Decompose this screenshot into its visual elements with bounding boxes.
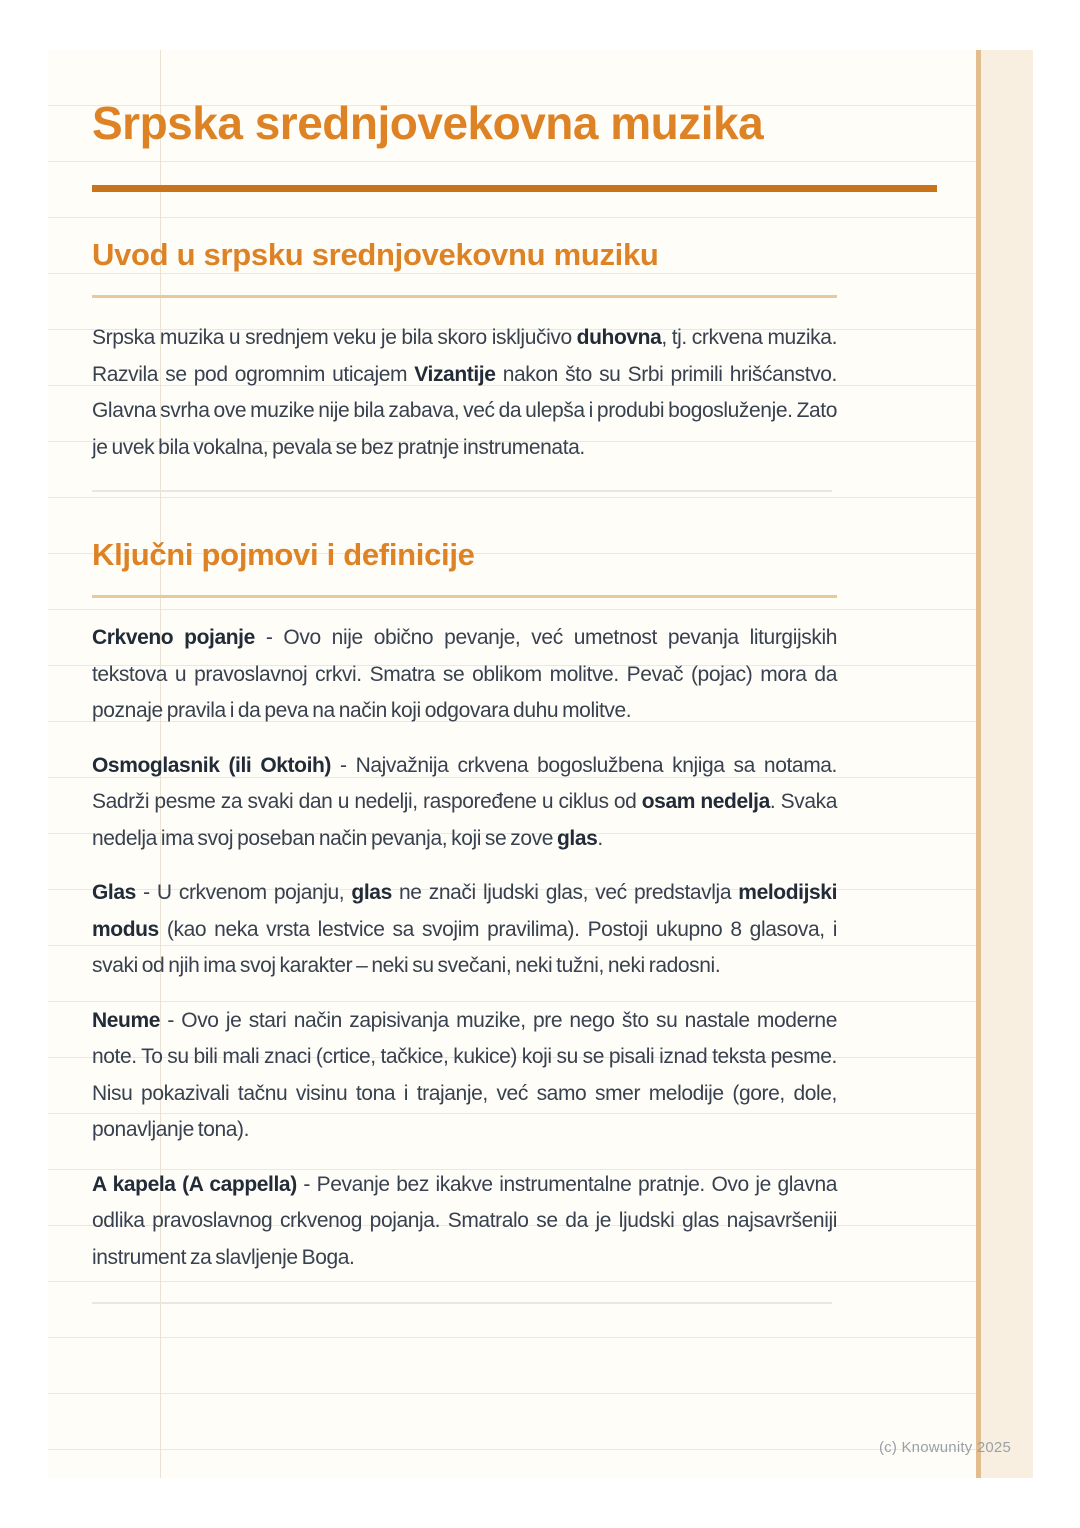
bold-term: osam nedelja	[641, 790, 770, 813]
bold-term: Neume	[92, 1008, 161, 1032]
bold-term: glas	[556, 826, 598, 850]
bold-term: melodijski modus	[92, 881, 838, 941]
text-run: - Ovo nije obično pevanje, već umetnost pevanja liturgijskih tekstova u pravoslavnoj crkvi. Smatra se oblikom molitve. Pevač (pojac) mora da poznaje pravila i da peva na način koji odgovara duhu molitve.	[92, 626, 837, 722]
heading-underline	[92, 595, 837, 598]
section-divider	[92, 1302, 832, 1304]
paragraph-osmoglasnik	[92, 748, 837, 858]
text-run: Srpska muzika u srednjem veku je bila skoro isključivo	[92, 326, 577, 349]
paragraph-neume	[92, 1003, 837, 1149]
section-heading-uvod: Uvod u srpsku srednjovekovnu muziku	[92, 237, 659, 272]
bold-term: A kapela (A cappella)	[92, 1172, 297, 1196]
text-run: - Pevanje bez ikakve instrumentalne pratnje. Ovo je glavna odlika pravoslavnog crkvenog pojanja. Smatralo se da je ljudski glas najsavršeniji instrument za slavljenje Boga.	[92, 1172, 837, 1269]
text-run: , tj. crkvena muzika. Razvila se pod ogromnim uticajem	[92, 326, 837, 386]
heading-underline	[92, 295, 837, 298]
title-rule	[92, 185, 937, 192]
section-pojmovi	[92, 534, 937, 1276]
text-run: nakon što su Srbi primili hrišćanstvo. Glavna svrha ove muzike nije bila zabava, već da ulepša i produbi bogosluženje. Zato je uvek bila vokalna, pevala se bez pratnje instrumenata.	[92, 362, 837, 459]
bold-term: Vizantije	[414, 362, 496, 386]
text-run: ne znači ljudski glas, već predstavlja	[391, 881, 739, 904]
note-page	[48, 50, 1033, 1478]
page-content	[92, 92, 937, 1304]
text-run: . Svaka nedelja ima svoj poseban način pevanja, koji se zove	[92, 790, 838, 850]
bold-term: duhovna	[576, 326, 662, 349]
page-title: Srpska srednjovekovna muzika	[92, 97, 764, 149]
bold-term: Glas	[92, 881, 136, 904]
text-run: - U crkvenom pojanju,	[135, 881, 352, 904]
section-divider	[92, 490, 832, 492]
text-run: .	[597, 826, 603, 850]
bold-term: Osmoglasnik (ili Oktoih)	[92, 753, 332, 777]
footer-credit: (c) Knowunity 2025	[878, 1439, 1011, 1456]
section-uvod	[92, 234, 937, 466]
paragraph-intro	[92, 320, 837, 466]
text-run: (kao neka vrsta lestvice sa svojim pravilima). Postoji ukupno 8 glasova, i svaki od njih ima svoj karakter – neki su svečani, neki tužni, neki radosni.	[92, 917, 837, 977]
paragraph-a-kapela	[92, 1167, 837, 1277]
text-run: - Najvažnija crkvena bogoslužbena knjiga sa notama. Sadrži pesme za svaki dan u nedelji, raspoređene u ciklus od	[92, 753, 837, 813]
bold-term: Crkveno pojanje	[92, 626, 255, 649]
section-heading-pojmovi: Ključni pojmovi i definicije	[92, 537, 475, 572]
page-edge-strip	[976, 50, 1033, 1478]
bold-term: glas	[351, 881, 392, 904]
text-run: - Ovo je stari način zapisivanja muzike, pre nego što su nastale moderne note. To su bili mali znaci (crtice, tačkice, kukice) koji su se pisali iznad teksta pesme. Nisu pokazivali tačnu visinu tona i trajanje, već samo smer melodije (gore, dole, ponavljanje tona).	[92, 1008, 837, 1141]
paragraph-crkveno-pojanje	[92, 620, 837, 730]
paragraph-glas	[92, 875, 837, 985]
